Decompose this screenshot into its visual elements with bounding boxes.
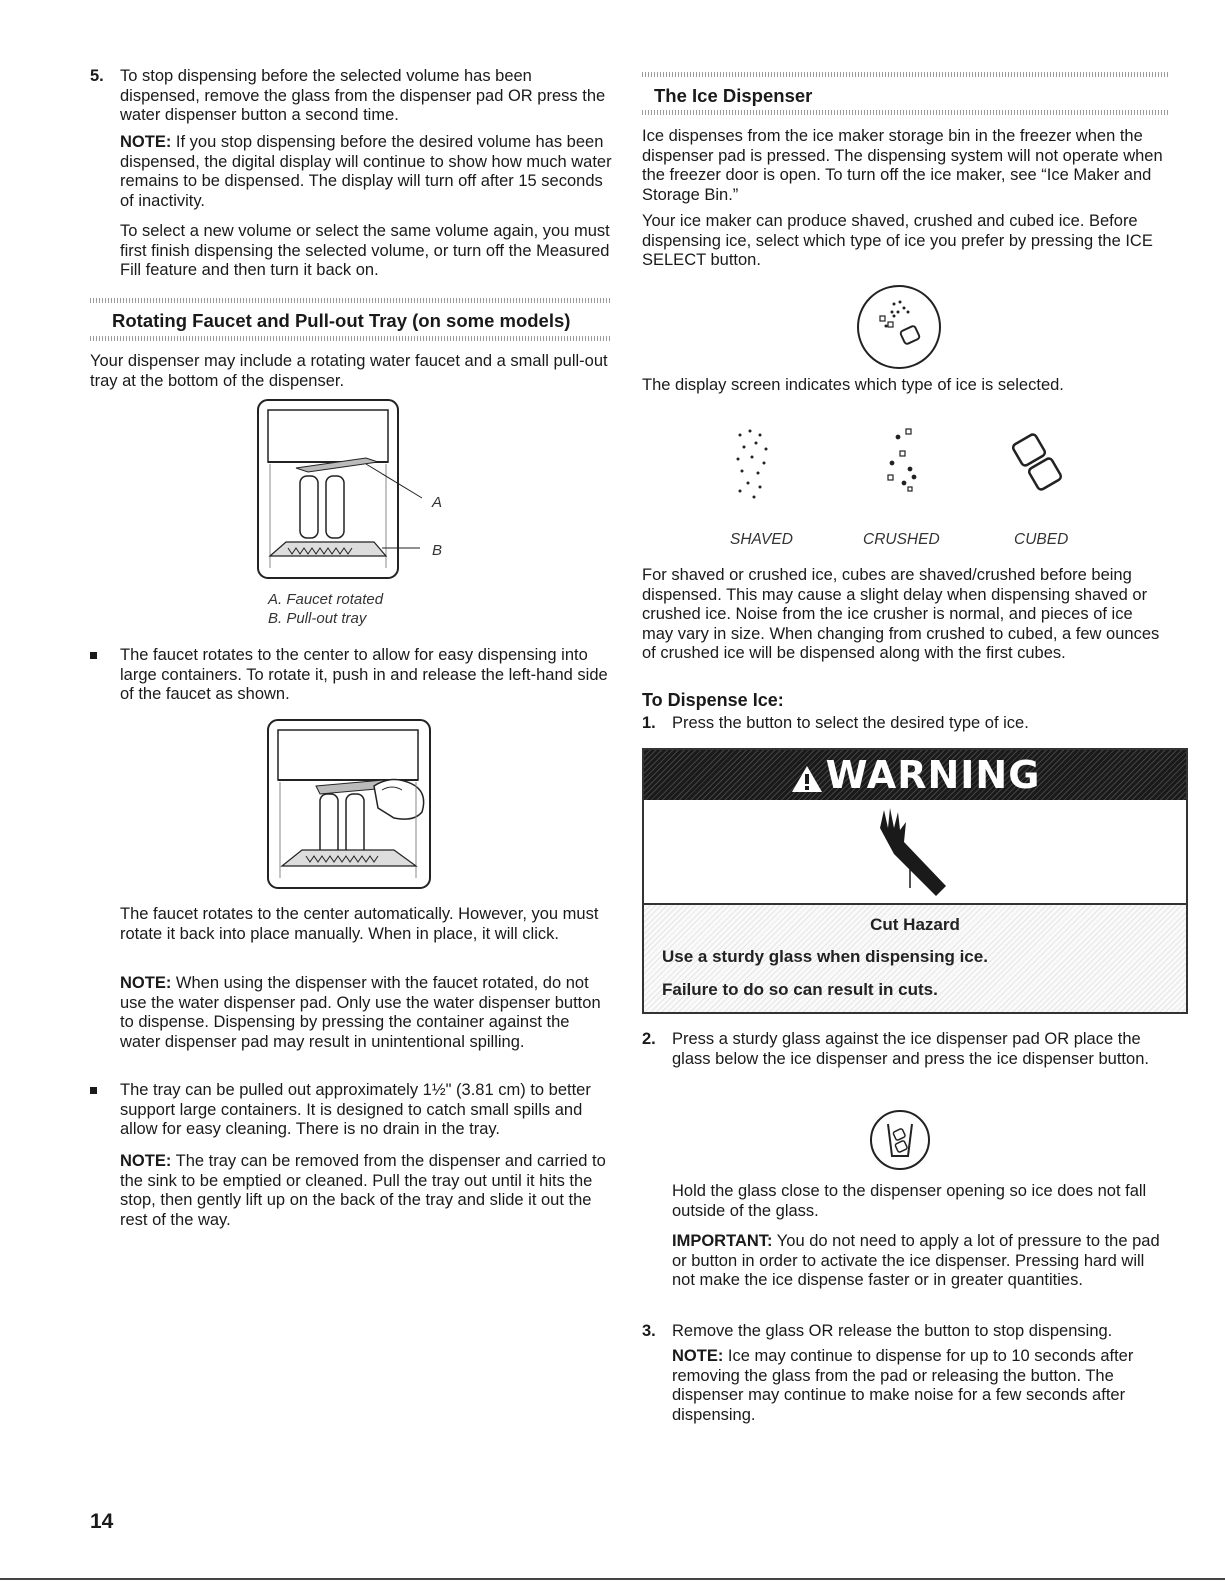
note-faucet-rotated bbox=[90, 974, 612, 1052]
paragraph-ice-dispenses: Ice dispenses from the ice maker storage bin in the freezer when the dispenser pad is pressed. The dispensing system will not operate when the freezer door is open. To turn off the ice maker, see “Ice Maker and Storage Bin.” bbox=[642, 127, 1163, 204]
cubed-ice-icon bbox=[1010, 428, 1070, 503]
warning-header bbox=[644, 750, 1186, 800]
figure-caption-a: A. Faucet rotated bbox=[268, 591, 384, 608]
figure-caption-b: B. Pull-out tray bbox=[268, 610, 367, 627]
figure-label-a: A bbox=[432, 494, 443, 511]
intro-paragraph: Your dispenser may include a rotating water faucet and a small pull-out tray at the bottom of the dispenser. bbox=[90, 352, 608, 390]
note-label: NOTE: bbox=[120, 133, 172, 151]
step-text: To stop dispensing before the selected volume has been dispensed, remove the glass from the dispenser pad OR press the water dispenser button a second time. bbox=[120, 67, 606, 124]
section-rule-top bbox=[642, 72, 1168, 77]
bullet-faucet-rotates bbox=[90, 646, 612, 705]
note-label: NOTE: bbox=[120, 974, 172, 992]
bullet-marker bbox=[90, 1087, 97, 1094]
note-text: When using the dispenser with the faucet rotated, do not use the water dispenser pad. Only use the water dispenser button to dispense. Dispensing by pressing the container against the water dispenser pad may result in unintentional spilling. bbox=[120, 974, 601, 1051]
warning-triangle-icon bbox=[790, 764, 824, 800]
dispenser-diagram bbox=[256, 398, 456, 583]
section-rule-bottom bbox=[642, 110, 1168, 115]
section-title-ice-dispenser: The Ice Dispenser bbox=[654, 85, 813, 106]
paragraph-shaved-crushed: For shaved or crushed ice, cubes are shaved/crushed before being dispensed. This may cause a slight delay when dispensing shaved or crushed ice. Noise from the ice crusher is normal, and pieces of ice may vary in size. When changing from crushed to cubed, a few ounces of crushed ice will be dispensed along with the first cubes. bbox=[642, 566, 1160, 662]
paragraph-rotates-automatically: The faucet rotates to the center automatically. However, you must rotate it back into place manually. When in place, it will click. bbox=[120, 905, 599, 943]
bullet-text: The faucet rotates to the center to allow for easy dispensing into large containers. To rotate it, push in and release the left-hand side of the faucet as shown. bbox=[120, 646, 608, 703]
ice-type-label-cubed: CUBED bbox=[1014, 531, 1069, 548]
subhead-to-dispense-ice: To Dispense Ice: bbox=[642, 690, 784, 710]
faucet-push-diagram bbox=[266, 718, 466, 893]
section-rule-bottom bbox=[90, 336, 612, 341]
shaved-ice-icon bbox=[730, 425, 790, 510]
note-label: NOTE: bbox=[672, 1347, 724, 1365]
note-ice-continue bbox=[642, 1347, 1168, 1425]
note-text: If you stop dispensing before the desired volume has been dispensed, the digital display will continue to show how much water remains to be dispensed. The display will turn off after 15 seconds of inactivity. bbox=[120, 133, 612, 210]
step-number: 5. bbox=[90, 67, 104, 85]
step-2 bbox=[642, 1030, 1168, 1069]
bullet-text: The tray can be pulled out approximately 1½" (3.81 cm) to better support large containers. It is designed to catch small spills and allow for easy cleaning. There is no drain in the tray. bbox=[120, 1081, 591, 1138]
note-text: The tray can be removed from the dispenser and carried to the sink to be emptied or cleaned. Pull the tray out until it hits the stop, then gently lift up on the back of the tray and slide it out the rest of the way. bbox=[120, 1152, 606, 1229]
section-title-rotating-faucet: Rotating Faucet and Pull-out Tray (on some models) bbox=[112, 310, 571, 331]
page-number: 14 bbox=[90, 1510, 114, 1533]
ice-type-label-shaved: SHAVED bbox=[730, 531, 793, 548]
step-text: Press a sturdy glass against the ice dispenser pad OR place the glass below the ice dispenser and press the ice dispenser button. bbox=[672, 1030, 1149, 1068]
warning-message-area bbox=[644, 903, 1186, 1012]
note-label: NOTE: bbox=[120, 1152, 172, 1170]
paragraph-measured-fill bbox=[90, 222, 612, 281]
step-number: 2. bbox=[642, 1030, 656, 1048]
note-text: Ice may continue to dispense for up to 10 seconds after removing the glass from the pad or releasing the button. The dispenser may continue to make noise for a few seconds after dispensing. bbox=[672, 1347, 1134, 1424]
section-rule-top bbox=[90, 298, 612, 303]
warning-box bbox=[642, 748, 1188, 1014]
warning-instruction: Use a sturdy glass when dispensing ice. bbox=[662, 947, 988, 966]
warning-title: WARNING bbox=[825, 753, 1041, 797]
paragraph-ice-maker-types: Your ice maker can produce shaved, crushed and cubed ice. Before dispensing ice, select which type of ice you prefer by pressing the ICE SELECT button. bbox=[642, 212, 1153, 269]
ice-dispenser-button-icon bbox=[868, 1108, 932, 1172]
page-bottom-rule bbox=[0, 1578, 1225, 1580]
warning-consequence: Failure to do so can result in cuts. bbox=[662, 980, 938, 999]
step-5 bbox=[90, 67, 612, 126]
step-number: 3. bbox=[642, 1322, 656, 1340]
important-label: IMPORTANT: bbox=[672, 1232, 773, 1250]
step-text: Press the button to select the desired type of ice. bbox=[672, 714, 1029, 732]
bullet-tray-pulled-out bbox=[90, 1081, 612, 1140]
paragraph-text: To select a new volume or select the same volume again, you must first finish dispensing the selected volume, or turn off the Measured Fill feature and then turn it back on. bbox=[120, 222, 610, 279]
step-text: Remove the glass OR release the button to stop dispensing. bbox=[672, 1322, 1113, 1340]
ice-type-label-crushed: CRUSHED bbox=[863, 531, 940, 548]
step-number: 1. bbox=[642, 714, 656, 732]
step-1 bbox=[642, 714, 1168, 734]
figure-label-b: B bbox=[432, 542, 443, 559]
note-paragraph bbox=[90, 133, 612, 211]
important-paragraph bbox=[642, 1232, 1168, 1291]
crushed-ice-icon bbox=[880, 425, 940, 510]
note-tray-removal bbox=[90, 1152, 612, 1230]
important-text: You do not need to apply a lot of pressure to the pad or button in order to activate the ice dispenser. Pressing hard will not make the ice dispense faster or in greater quantities. bbox=[672, 1232, 1160, 1289]
hazard-title: Cut Hazard bbox=[870, 915, 960, 934]
paragraph-hold-glass: Hold the glass close to the dispenser opening so ice does not fall outside of the glass. bbox=[672, 1182, 1147, 1220]
display-screen-text: The display screen indicates which type of ice is selected. bbox=[642, 376, 1064, 394]
ice-select-button-icon bbox=[854, 282, 944, 372]
step-3 bbox=[642, 1322, 1168, 1342]
bullet-marker bbox=[90, 652, 97, 659]
cut-hazard-hand-icon bbox=[870, 808, 950, 898]
